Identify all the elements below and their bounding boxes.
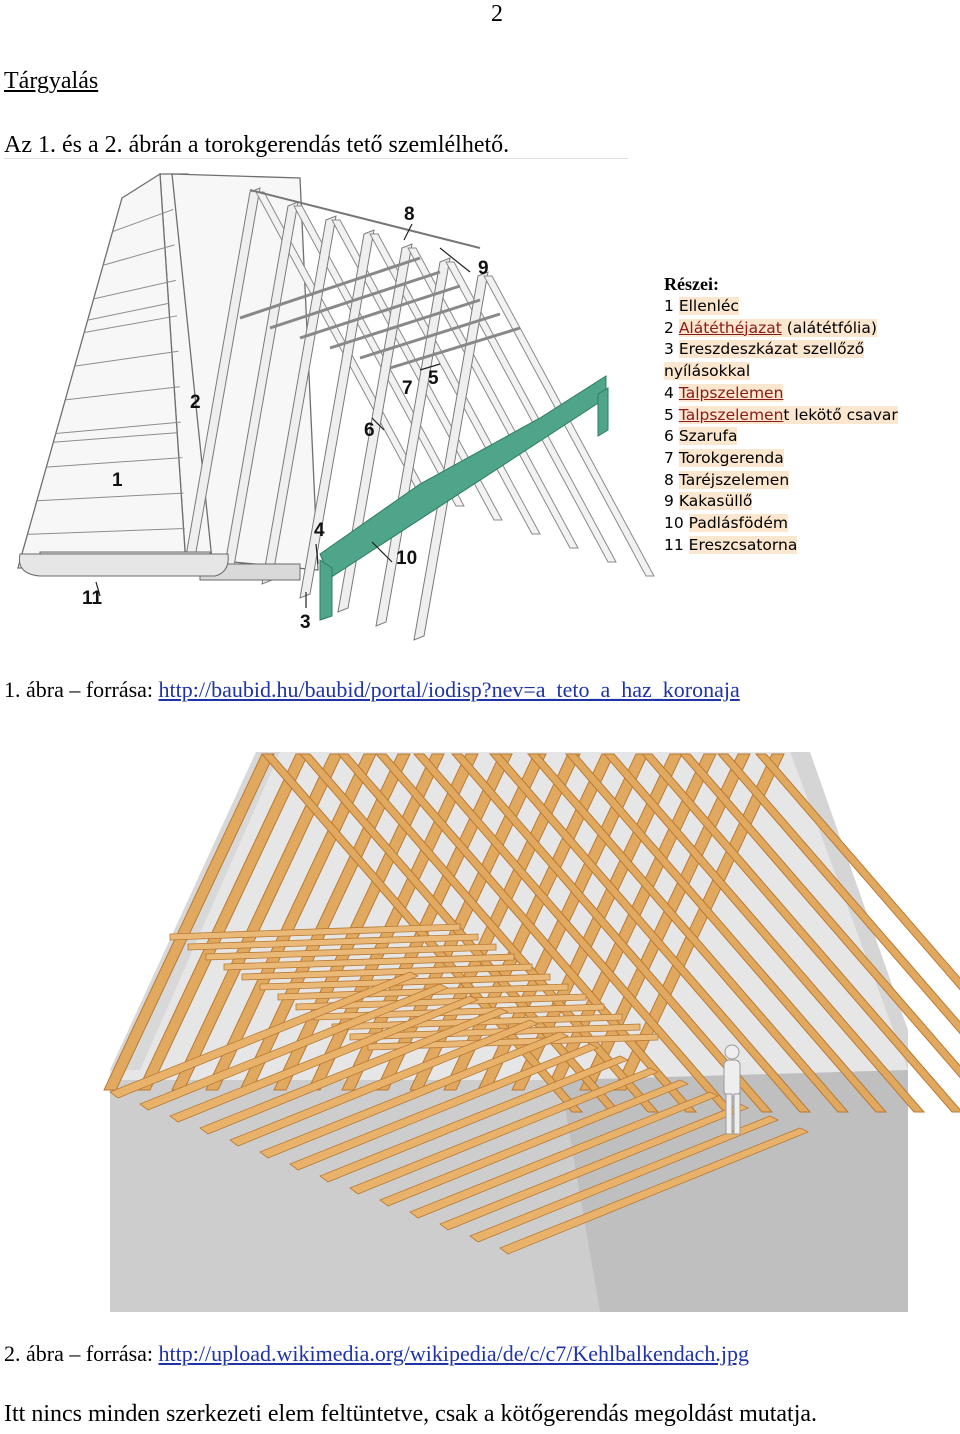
- callout-4: 4: [314, 520, 325, 541]
- legend-item-number: 9: [664, 492, 674, 511]
- legend-item: [664, 339, 898, 361]
- figure-1-legend: [664, 272, 898, 556]
- figure-2-caption: [4, 1340, 749, 1368]
- legend-item-number: 10: [664, 514, 684, 533]
- legend-item-text: (alátétfólia): [786, 318, 877, 337]
- figure-2-caption-text: 2. ábra – forrása:: [4, 1341, 159, 1366]
- legend-list: [664, 296, 898, 556]
- intro-paragraph: Az 1. és a 2. ábrán a torokgerendás tető szemlélhető.: [4, 132, 510, 158]
- legend-item-number: 2: [664, 318, 674, 337]
- figure-2-roof-render: [0, 740, 960, 1330]
- legend-title: Részei:: [664, 274, 719, 294]
- legend-item-text: Taréjszelemen: [678, 470, 790, 489]
- legend-item-text: Kakasüllő: [678, 492, 753, 511]
- legend-item-number: 3: [664, 340, 674, 359]
- legend-item: [664, 448, 898, 470]
- legend-item-number: 11: [664, 535, 684, 554]
- callout-5: 5: [428, 368, 439, 389]
- legend-item: [664, 535, 898, 557]
- legend-item-text: Ereszcsatorna: [688, 535, 798, 554]
- legend-item-text: Szarufa: [678, 427, 738, 446]
- figure-1-caption-text: 1. ábra – forrása:: [4, 677, 159, 702]
- closing-paragraph: Itt nincs minden szerkezeti elem feltüntetve, csak a kötőgerendás megoldást mutatja.: [4, 1401, 818, 1427]
- legend-item-number: 8: [664, 470, 674, 489]
- figure-1-caption: [4, 676, 740, 704]
- section-title: Tárgyalás: [4, 68, 99, 94]
- legend-item-link[interactable]: Talpszelemen: [678, 405, 784, 424]
- callout-11: 11: [82, 588, 103, 609]
- legend-item-text: Torokgerenda: [678, 448, 784, 467]
- legend-item-number: 7: [664, 448, 674, 467]
- legend-item: [664, 470, 898, 492]
- legend-item-text: Padlásfödém: [688, 514, 788, 533]
- callout-1: 1: [112, 470, 123, 491]
- legend-item: [664, 513, 898, 535]
- callout-2: 2: [190, 392, 201, 413]
- legend-item: [664, 318, 898, 340]
- legend-item-text: Ellenléc: [678, 297, 739, 315]
- callout-6: 6: [364, 420, 375, 441]
- roof-tiles: [18, 174, 318, 570]
- legend-item-number: 6: [664, 427, 674, 446]
- legend-item: [664, 491, 898, 513]
- legend-item-link[interactable]: Talpszelemen: [678, 383, 784, 402]
- figure-1-source-link[interactable]: http://baubid.hu/baubid/portal/iodisp?nev=a_teto_a_haz_koronaja: [158, 677, 740, 702]
- gutter: [19, 554, 228, 576]
- callout-8: 8: [404, 204, 415, 225]
- legend-item-number: 1: [664, 297, 674, 315]
- legend-item-text: t lekötő csavar: [783, 405, 898, 424]
- page-number: 2: [491, 1, 503, 27]
- legend-item-link[interactable]: Alátéthéjazat: [678, 318, 782, 337]
- divider: [4, 158, 628, 159]
- legend-item-number: 5: [664, 405, 674, 424]
- legend-item: [664, 361, 898, 383]
- legend-item: [664, 383, 898, 405]
- figure-2-source-link[interactable]: http://upload.wikimedia.org/wikipedia/de/c/c7/Kehlbalkendach.jpg: [158, 1341, 749, 1366]
- legend-item-number: 4: [664, 383, 674, 402]
- callout-9: 9: [478, 258, 489, 279]
- legend-item-text: Ereszdeszkázat szellőző: [678, 340, 865, 359]
- legend-item: [664, 426, 898, 448]
- legend-item-text: nyílásokkal: [664, 362, 751, 381]
- callout-7: 7: [402, 378, 413, 399]
- legend-item: [664, 405, 898, 427]
- legend-item: [664, 296, 898, 318]
- callout-3: 3: [300, 612, 311, 633]
- callout-10: 10: [396, 548, 418, 569]
